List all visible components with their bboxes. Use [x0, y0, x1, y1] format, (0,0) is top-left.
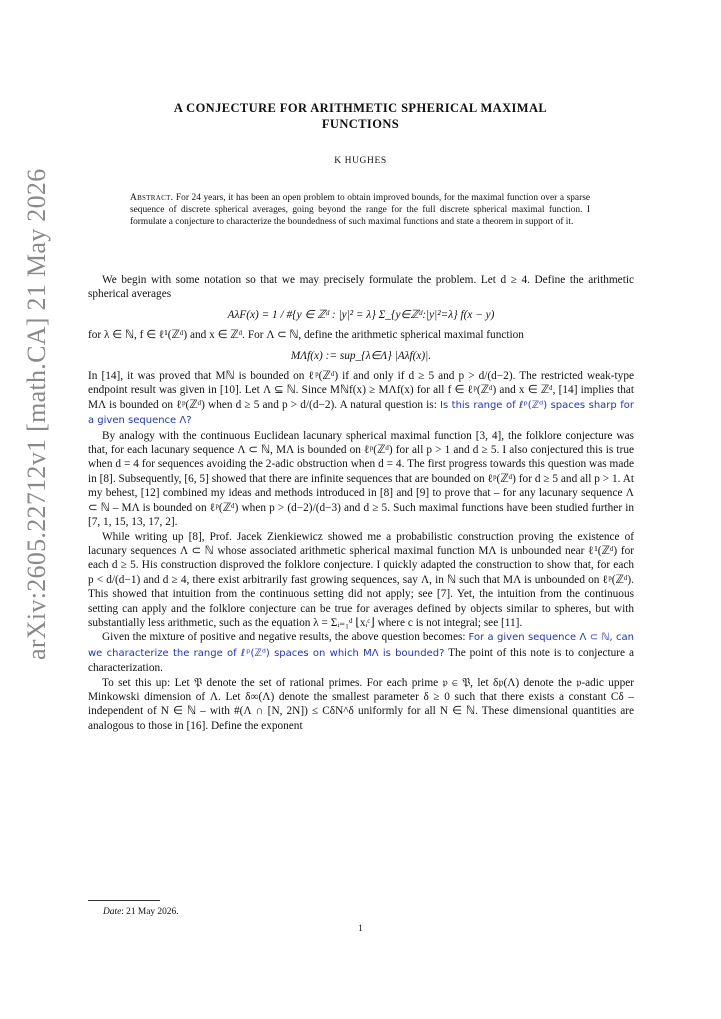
title-line-1: A CONJECTURE FOR ARITHMETIC SPHERICAL MAXIMAL — [173, 101, 548, 115]
abstract-label: Abstract. — [130, 193, 174, 203]
paragraph-definition: for λ ∈ ℕ, f ∈ ℓ¹(ℤᵈ) and x ∈ ℤᵈ. For Λ ⊂ ℕ, define the arithmetic spherical maximal function — [88, 329, 524, 342]
title-line-2: FUNCTIONS — [321, 117, 400, 131]
abstract — [130, 192, 590, 229]
page-number: 1 — [358, 924, 363, 934]
equation-averages: AλF(x) = 1 / #{y ∈ ℤᵈ : |y|² = λ} Σ_{y∈ℤᵈ:|y|²=λ} f(x − y) — [227, 308, 495, 321]
paragraph-intro: We begin with some notation so that we may precisely formulate the problem. Let d ≥ 4. Define the arithmetic spherical averages — [88, 274, 634, 301]
paragraph-question — [88, 630, 634, 675]
main-body — [88, 273, 634, 733]
date-label: Date — [103, 907, 122, 917]
paragraph-lacunary: By analogy with the continuous Euclidean lacunary spherical maximal function [3, 4], the folklore conjecture was that, for each lacunary sequence Λ ⊂ ℕ, MΛ is bounded on ℓᵖ(ℤᵈ) for all p > 1 and d ≥ 5. I also conjectured this is true when d = 4 for sequences avoiding the 2-adic obstruction when d = 4. The first progress towards this question was made in [8]. Subsequently, [6, 5] showed that there are infinite sequences that are bounded on ℓᵖ(ℤᵈ) for d ≥ 5 and all p > 1. At my behest, [12] combined my ideas and methods introduced in [8] and [9] to prove that – for any lacunary sequence Λ ⊂ ℕ – MΛ is bounded on ℓᵖ(ℤᵈ) when p > (d−2)/(d−3) and d ≥ 5. Such maximal functions have been studied further in [7, 1, 15, 13, 17, 2]. — [88, 429, 634, 529]
paragraph-known-results — [88, 369, 634, 429]
paragraph-setup: To set this up: Let 𝔓 denote the set of rational primes. For each prime 𝔭 ∈ 𝔓, let δ𝔭(Λ) denote the 𝔭-adic upper Minkowski dimension of Λ. Let δ∞(Λ) denote the smallest parameter δ ≥ 0 such that there exists a constant Cδ – independent of N ∈ ℕ – with #(Λ ∩ [N, 2N]) ≤ CδN^δ uniformly for all N ∈ ℕ. These dimensional quantities are analogous to those in [16]. Define the exponent — [88, 676, 634, 732]
paragraph-zienkiewicz: While writing up [8], Prof. Jacek Zienkiewicz showed me a probabilistic construction proving the existence of lacunary sequences Λ ⊂ ℕ whose associated arithmetic spherical maximal function MΛ is unbounded near ℓ¹(ℤᵈ) for each d ≥ 5. His construction disproved the folklore conjecture. I quickly adapted the construction to show that, for each p < d/(d−1) and d ≥ 4, there exist arbitrarily fast growing sequences, say Λ, in ℕ such that MΛ is unbounded on ℓᵖ(ℤᵈ). This showed that intuition from the continuous setting did not apply; see [7]. Yet, the intuition from the continuous setting can apply and the folklore conjecture can be true for averages defined by objects similar to spheres, but with substantially less arithmetic, such as the equation λ = Σᵢ₌₁ᵈ ⌊xᵢᶜ⌋ where c is not integral; see [11]. — [88, 530, 634, 629]
footnote-rule — [88, 900, 160, 901]
footnote-date — [103, 907, 179, 917]
paper-title — [88, 100, 633, 132]
question-link-2[interactable]: For a given sequence Λ ⊂ ℕ, can we characterize the range of ℓᵖ(ℤᵈ) spaces on which MΛ is bounded? — [88, 632, 634, 659]
equation-maximal: MΛf(x) := sup_{λ∈Λ} |Aλf(x)|. — [290, 349, 432, 362]
question-lead-text: Given the mixture of positive and negative results, the above question becomes: — [102, 631, 466, 644]
date-value: : 21 May 2026. — [121, 907, 179, 917]
question-tail-text: The point of this note is to conjecture a characterization. — [88, 646, 634, 675]
question-link-1[interactable]: Is this range of ℓᵖ(ℤᵈ) spaces sharp for a given sequence Λ? — [88, 399, 634, 427]
author: K HUGHES — [334, 156, 387, 166]
abstract-text: For 24 years, it has been an open problem to obtain improved bounds, for the maximal function over a sparse sequence of discrete spherical averages, going beyond the range for the full discrete spherical maximal function. I formulate a conjecture to characterize the boundedness of such maximal functions and state a theorem in support of it. — [130, 193, 590, 228]
known-results-text: In [14], it was proved that Mℕ is bounded on ℓᵖ(ℤᵈ) if and only if d ≥ 5 and p > d/(d−2). The restricted weak-type endpoint result was given in [10]. Let Λ ⊆ ℕ. Since Mℕf(x) ≥ MΛf(x) for all f ∈ ℓᵖ(ℤᵈ) and x ∈ ℤᵈ, [14] implies that MΛ is bounded on ℓᵖ(ℤᵈ) when d ≥ 5 and p > d/(d−2). A natural question is: — [88, 370, 634, 411]
arxiv-sidebar-stamp: arXiv:2605.22712v1 [math.CA] 21 May 2026 — [22, 168, 51, 660]
